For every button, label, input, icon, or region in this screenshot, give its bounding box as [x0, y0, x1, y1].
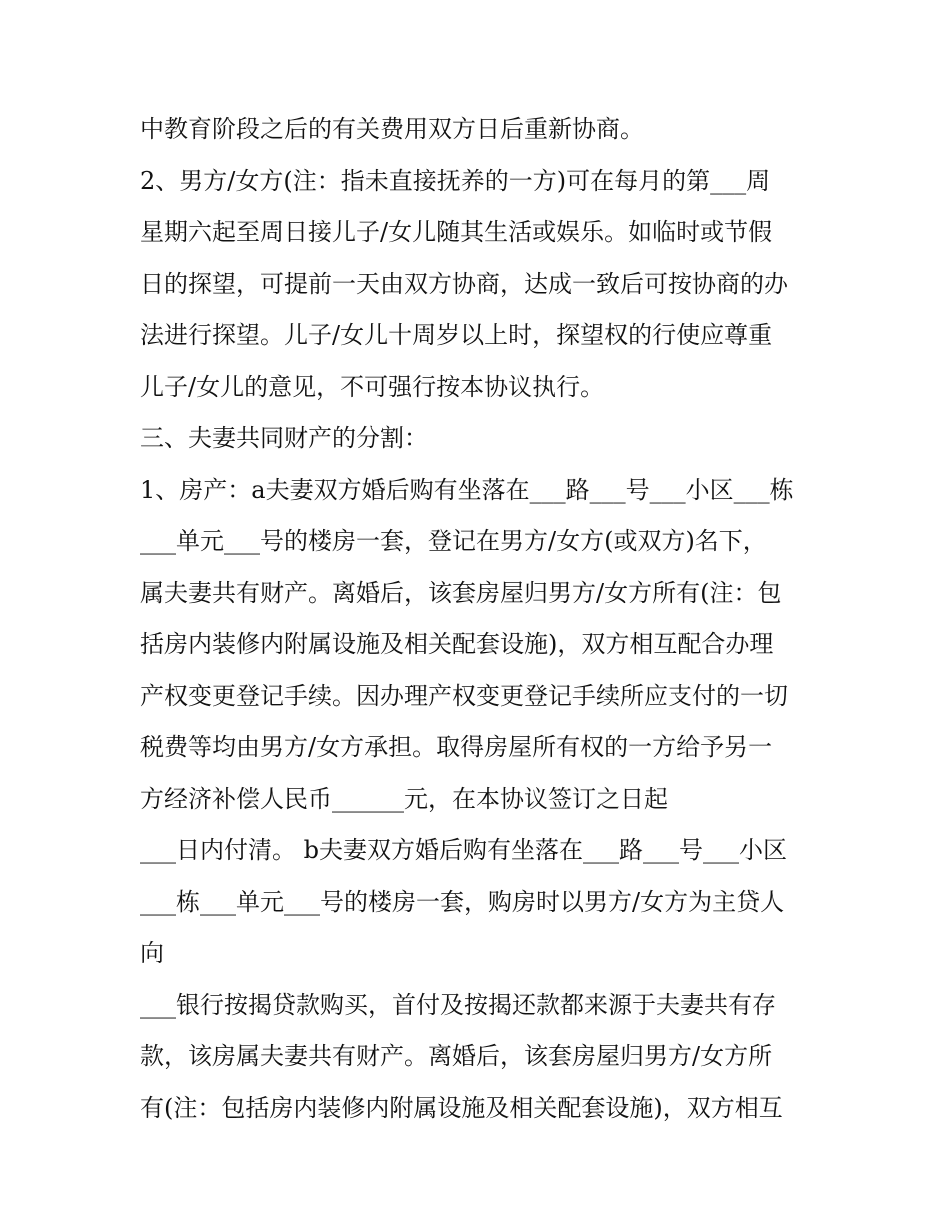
text-line: 税费等均由男方/女方承担。取得房屋所有权的一方给予另一 — [140, 733, 773, 761]
text-line: 2、男方/女方(注：指未直接抚养的一方)可在每月的第___周 — [140, 166, 771, 195]
text-line: 法进行探望。儿子/女儿十周岁以上时，探望权的行使应尊重 — [140, 321, 773, 349]
text-line: 款，该房属夫妻共有财产。离婚后，该套房屋归男方/女方所 — [140, 1042, 773, 1070]
text-line: 儿子/女儿的意见，不可强行按本协议执行。 — [140, 372, 605, 401]
text-line: ___单元___号的楼房一套，登记在男方/女方(或双方)名下， — [140, 527, 767, 555]
text-line: 日的探望，可提前一天由双方协商，达成一致后可按协商的办 — [140, 269, 788, 298]
text-line: ___栋___单元___号的楼房一套，购房时以男方/女方为主贷人 — [140, 887, 785, 916]
text-line: ___日内付清。 b夫妻双方婚后购有坐落在___路___号___小区 — [140, 836, 787, 864]
text-line: 属夫妻共有财产。离婚后，该套房屋归男方/女方所有(注：包 — [140, 578, 782, 607]
section-heading: 三、夫妻共同财产的分割： — [140, 424, 428, 452]
text-line: 中教育阶段之后的有关费用双方日后重新协商。 — [140, 115, 644, 143]
text-line: 有(注：包括房内装修内附属设施及相关配套设施)，双方相互 — [140, 1093, 783, 1122]
document-body — [140, 104, 830, 1134]
text-line: 方经济补偿人民币______元，在本协议签订之日起 — [140, 784, 668, 813]
text-line: 向 — [140, 939, 164, 967]
text-line: 括房内装修内附属设施及相关配套设施)，双方相互配合办理 — [140, 630, 774, 658]
text-line: 1、房产：a夫妻双方婚后购有坐落在___路___号___小区___栋 — [140, 475, 794, 504]
text-line: ___银行按揭贷款购买，首付及按揭还款都来源于夫妻共有存 — [140, 990, 776, 1019]
text-line: 产权变更登记手续。因办理产权变更登记手续所应支付的一切 — [140, 681, 788, 710]
text-line: 星期六起至周日接儿子/女儿随其生活或娱乐。如临时或节假 — [140, 218, 773, 246]
